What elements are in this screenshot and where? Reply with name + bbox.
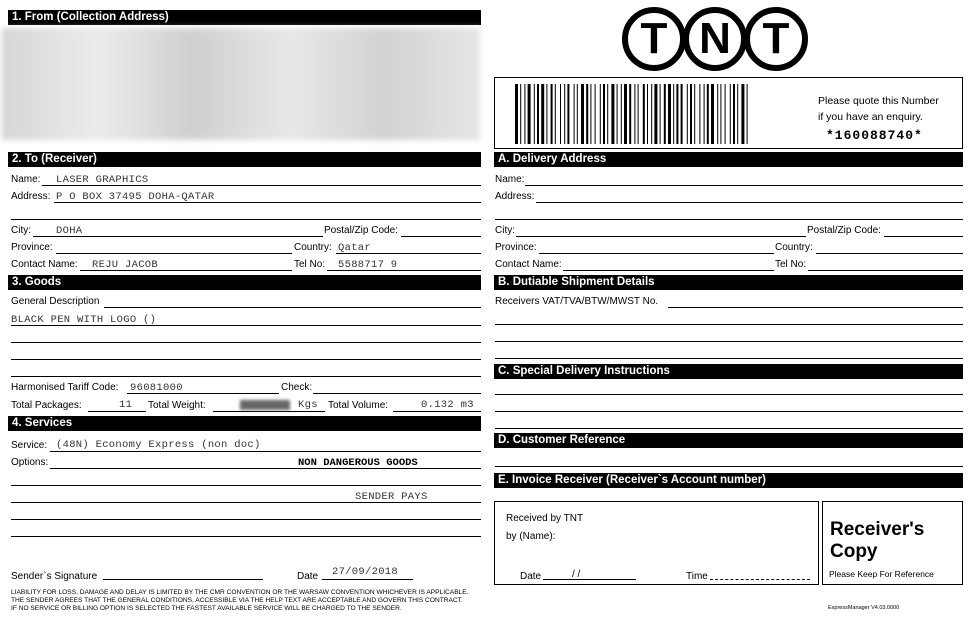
delivery-postal-label: Postal/Zip Code: bbox=[807, 225, 881, 236]
section-services-header: 4. Services bbox=[8, 416, 481, 431]
delivery-city-label: City: bbox=[495, 225, 515, 236]
delivery-name-label: Name: bbox=[495, 174, 525, 185]
section-invoice-header: E. Invoice Receiver (Receiver`s Account number) bbox=[494, 473, 963, 488]
received-date-label: Date bbox=[520, 571, 542, 582]
description-line-1 bbox=[11, 325, 481, 326]
section-special-header: C. Special Delivery Instructions bbox=[494, 364, 963, 379]
time-line bbox=[710, 579, 810, 580]
delivery-province-line bbox=[539, 253, 774, 254]
volume-line bbox=[393, 411, 481, 412]
date-line bbox=[322, 579, 413, 580]
delivery-address-label: Address: bbox=[495, 191, 535, 202]
sender-signature-label: Sender`s Signature bbox=[11, 571, 98, 582]
total-volume-label: Total Volume: bbox=[328, 400, 389, 411]
delivery-tel-label: Tel No: bbox=[775, 259, 807, 270]
delivery-address-line-2 bbox=[495, 219, 963, 220]
total-packages: 11 bbox=[119, 399, 133, 411]
receiver-contact: REJU JACOB bbox=[92, 259, 159, 271]
receivers-copy-line-2: Copy bbox=[830, 541, 878, 562]
redacted-sender-address bbox=[2, 28, 480, 140]
total-volume: 0.132 m3 bbox=[421, 399, 474, 411]
received-date-slashes: / / bbox=[572, 569, 581, 580]
city-label: City: bbox=[11, 225, 31, 236]
province-label: Province: bbox=[11, 242, 53, 253]
goods-description: BLACK PEN WITH LOGO () bbox=[11, 314, 157, 326]
service-label: Service: bbox=[11, 440, 48, 451]
logo-letter-t2: T bbox=[762, 14, 790, 63]
section-goods-header: 3. Goods bbox=[8, 275, 481, 290]
general-description-label: General Description bbox=[11, 296, 100, 307]
logo-letter-t1: T bbox=[640, 14, 668, 63]
service-value: (48N) Economy Express (non doc) bbox=[56, 439, 261, 451]
date-value: 27/09/2018 bbox=[332, 566, 399, 578]
special-line-1 bbox=[495, 394, 963, 395]
tnt-logo bbox=[622, 6, 808, 72]
receivers-copy-line-1: Receiver's bbox=[830, 519, 925, 540]
tariff-label: Harmonised Tariff Code: bbox=[11, 382, 119, 393]
delivery-postal-line bbox=[884, 236, 963, 237]
liability-line-1: LIABILITY FOR LOSS, DAMAGE AND DELAY IS LIMITED BY THE CMR CONVENTION OR THE WARSAW CONVENTION WHICHEVER IS APPLICABLE. bbox=[11, 589, 469, 596]
delivery-name-line bbox=[525, 185, 963, 186]
vat-line bbox=[668, 307, 963, 308]
redacted-weight bbox=[240, 400, 290, 410]
total-weight-label: Total Weight: bbox=[148, 400, 206, 411]
contact-label: Contact Name: bbox=[11, 259, 78, 270]
tel-label: Tel No: bbox=[294, 259, 326, 270]
options-label: Options: bbox=[11, 457, 49, 468]
by-name-label: by (Name): bbox=[506, 531, 556, 542]
delivery-country-line bbox=[816, 253, 963, 254]
options-line-4 bbox=[11, 519, 481, 520]
country-label: Country: bbox=[294, 242, 332, 253]
section-customer-ref-header: D. Customer Reference bbox=[494, 433, 963, 448]
version-label: ExpressManager V4.03.0000 bbox=[828, 605, 900, 611]
received-date-line bbox=[543, 579, 636, 580]
check-line bbox=[313, 393, 481, 394]
delivery-address-line-1 bbox=[536, 202, 963, 203]
options-line-5 bbox=[11, 536, 481, 537]
special-line-3 bbox=[495, 428, 963, 429]
delivery-province-label: Province: bbox=[495, 242, 537, 253]
section-from-header: 1. From (Collection Address) bbox=[8, 10, 481, 25]
receiver-city: DOHA bbox=[56, 225, 83, 237]
quote-line-1: Please quote this Number bbox=[818, 95, 939, 107]
province-line bbox=[56, 253, 292, 254]
description-line-3 bbox=[11, 359, 481, 360]
option-sender-pays: SENDER PAYS bbox=[355, 491, 428, 503]
option-non-dangerous: NON DANGEROUS GOODS bbox=[298, 457, 418, 469]
description-line-0 bbox=[104, 307, 481, 308]
address-line-2 bbox=[11, 219, 481, 220]
name-label: Name: bbox=[11, 174, 41, 185]
time-label: Time bbox=[686, 571, 708, 582]
barcode-icon bbox=[515, 84, 809, 144]
check-label: Check: bbox=[281, 382, 313, 393]
section-to-header: 2. To (Receiver) bbox=[8, 152, 481, 167]
vat-label: Receivers VAT/TVA/BTW/MWST No. bbox=[495, 296, 659, 307]
received-by-label: Received by TNT bbox=[506, 513, 584, 524]
signature-line bbox=[103, 579, 263, 580]
service-line bbox=[50, 451, 481, 452]
keep-for-reference: Please Keep For Reference bbox=[829, 569, 934, 579]
dutiable-line-3 bbox=[495, 358, 963, 359]
description-line-2 bbox=[11, 342, 481, 343]
date-label: Date bbox=[297, 571, 319, 582]
receiver-country: Qatar bbox=[338, 242, 372, 254]
delivery-tel-line bbox=[808, 270, 963, 271]
delivery-country-label: Country: bbox=[775, 242, 813, 253]
postal-line bbox=[401, 236, 481, 237]
weight-line bbox=[213, 411, 325, 412]
receiver-name: LASER GRAPHICS bbox=[56, 174, 149, 186]
customer-ref-line bbox=[495, 466, 963, 467]
delivery-contact-label: Contact Name: bbox=[495, 259, 562, 270]
description-line-4 bbox=[11, 376, 481, 377]
special-line-2 bbox=[495, 411, 963, 412]
section-delivery-header: A. Delivery Address bbox=[494, 152, 963, 167]
postal-label: Postal/Zip Code: bbox=[324, 225, 398, 236]
options-line-3 bbox=[11, 502, 481, 503]
address-label: Address: bbox=[11, 191, 51, 202]
liability-line-2: THE SENDER AGREES THAT THE GENERAL CONDITIONS, ACCESSIBLE VIA THE HELP TEXT ARE ACCEPTABLE AND GOVERN THIS CONTRACT. bbox=[11, 597, 463, 604]
receiver-address: P O BOX 37495 DOHA-QATAR bbox=[56, 191, 215, 203]
logo-letter-n: N bbox=[699, 14, 731, 63]
weight-unit: Kgs bbox=[298, 399, 318, 411]
tracking-number: *160088740* bbox=[826, 128, 923, 143]
delivery-city-line bbox=[516, 236, 806, 237]
delivery-contact-line bbox=[563, 270, 774, 271]
total-packages-label: Total Packages: bbox=[11, 400, 82, 411]
liability-line-3: IF NO SERVICE OR BILLING OPTION IS SELECTED THE FASTEST AVAILABLE SERVICE WILL BE CHARGED TO THE SENDER. bbox=[11, 605, 402, 612]
dutiable-line-2 bbox=[495, 341, 963, 342]
dutiable-line-1 bbox=[495, 324, 963, 325]
packages-line bbox=[88, 411, 146, 412]
tariff-code: 96081000 bbox=[130, 382, 183, 394]
quote-line-2: if you have an enquiry. bbox=[818, 111, 923, 123]
section-dutiable-header: B. Dutiable Shipment Details bbox=[494, 275, 963, 290]
options-line-2 bbox=[11, 485, 481, 486]
receiver-tel: 5588717 9 bbox=[338, 259, 398, 271]
